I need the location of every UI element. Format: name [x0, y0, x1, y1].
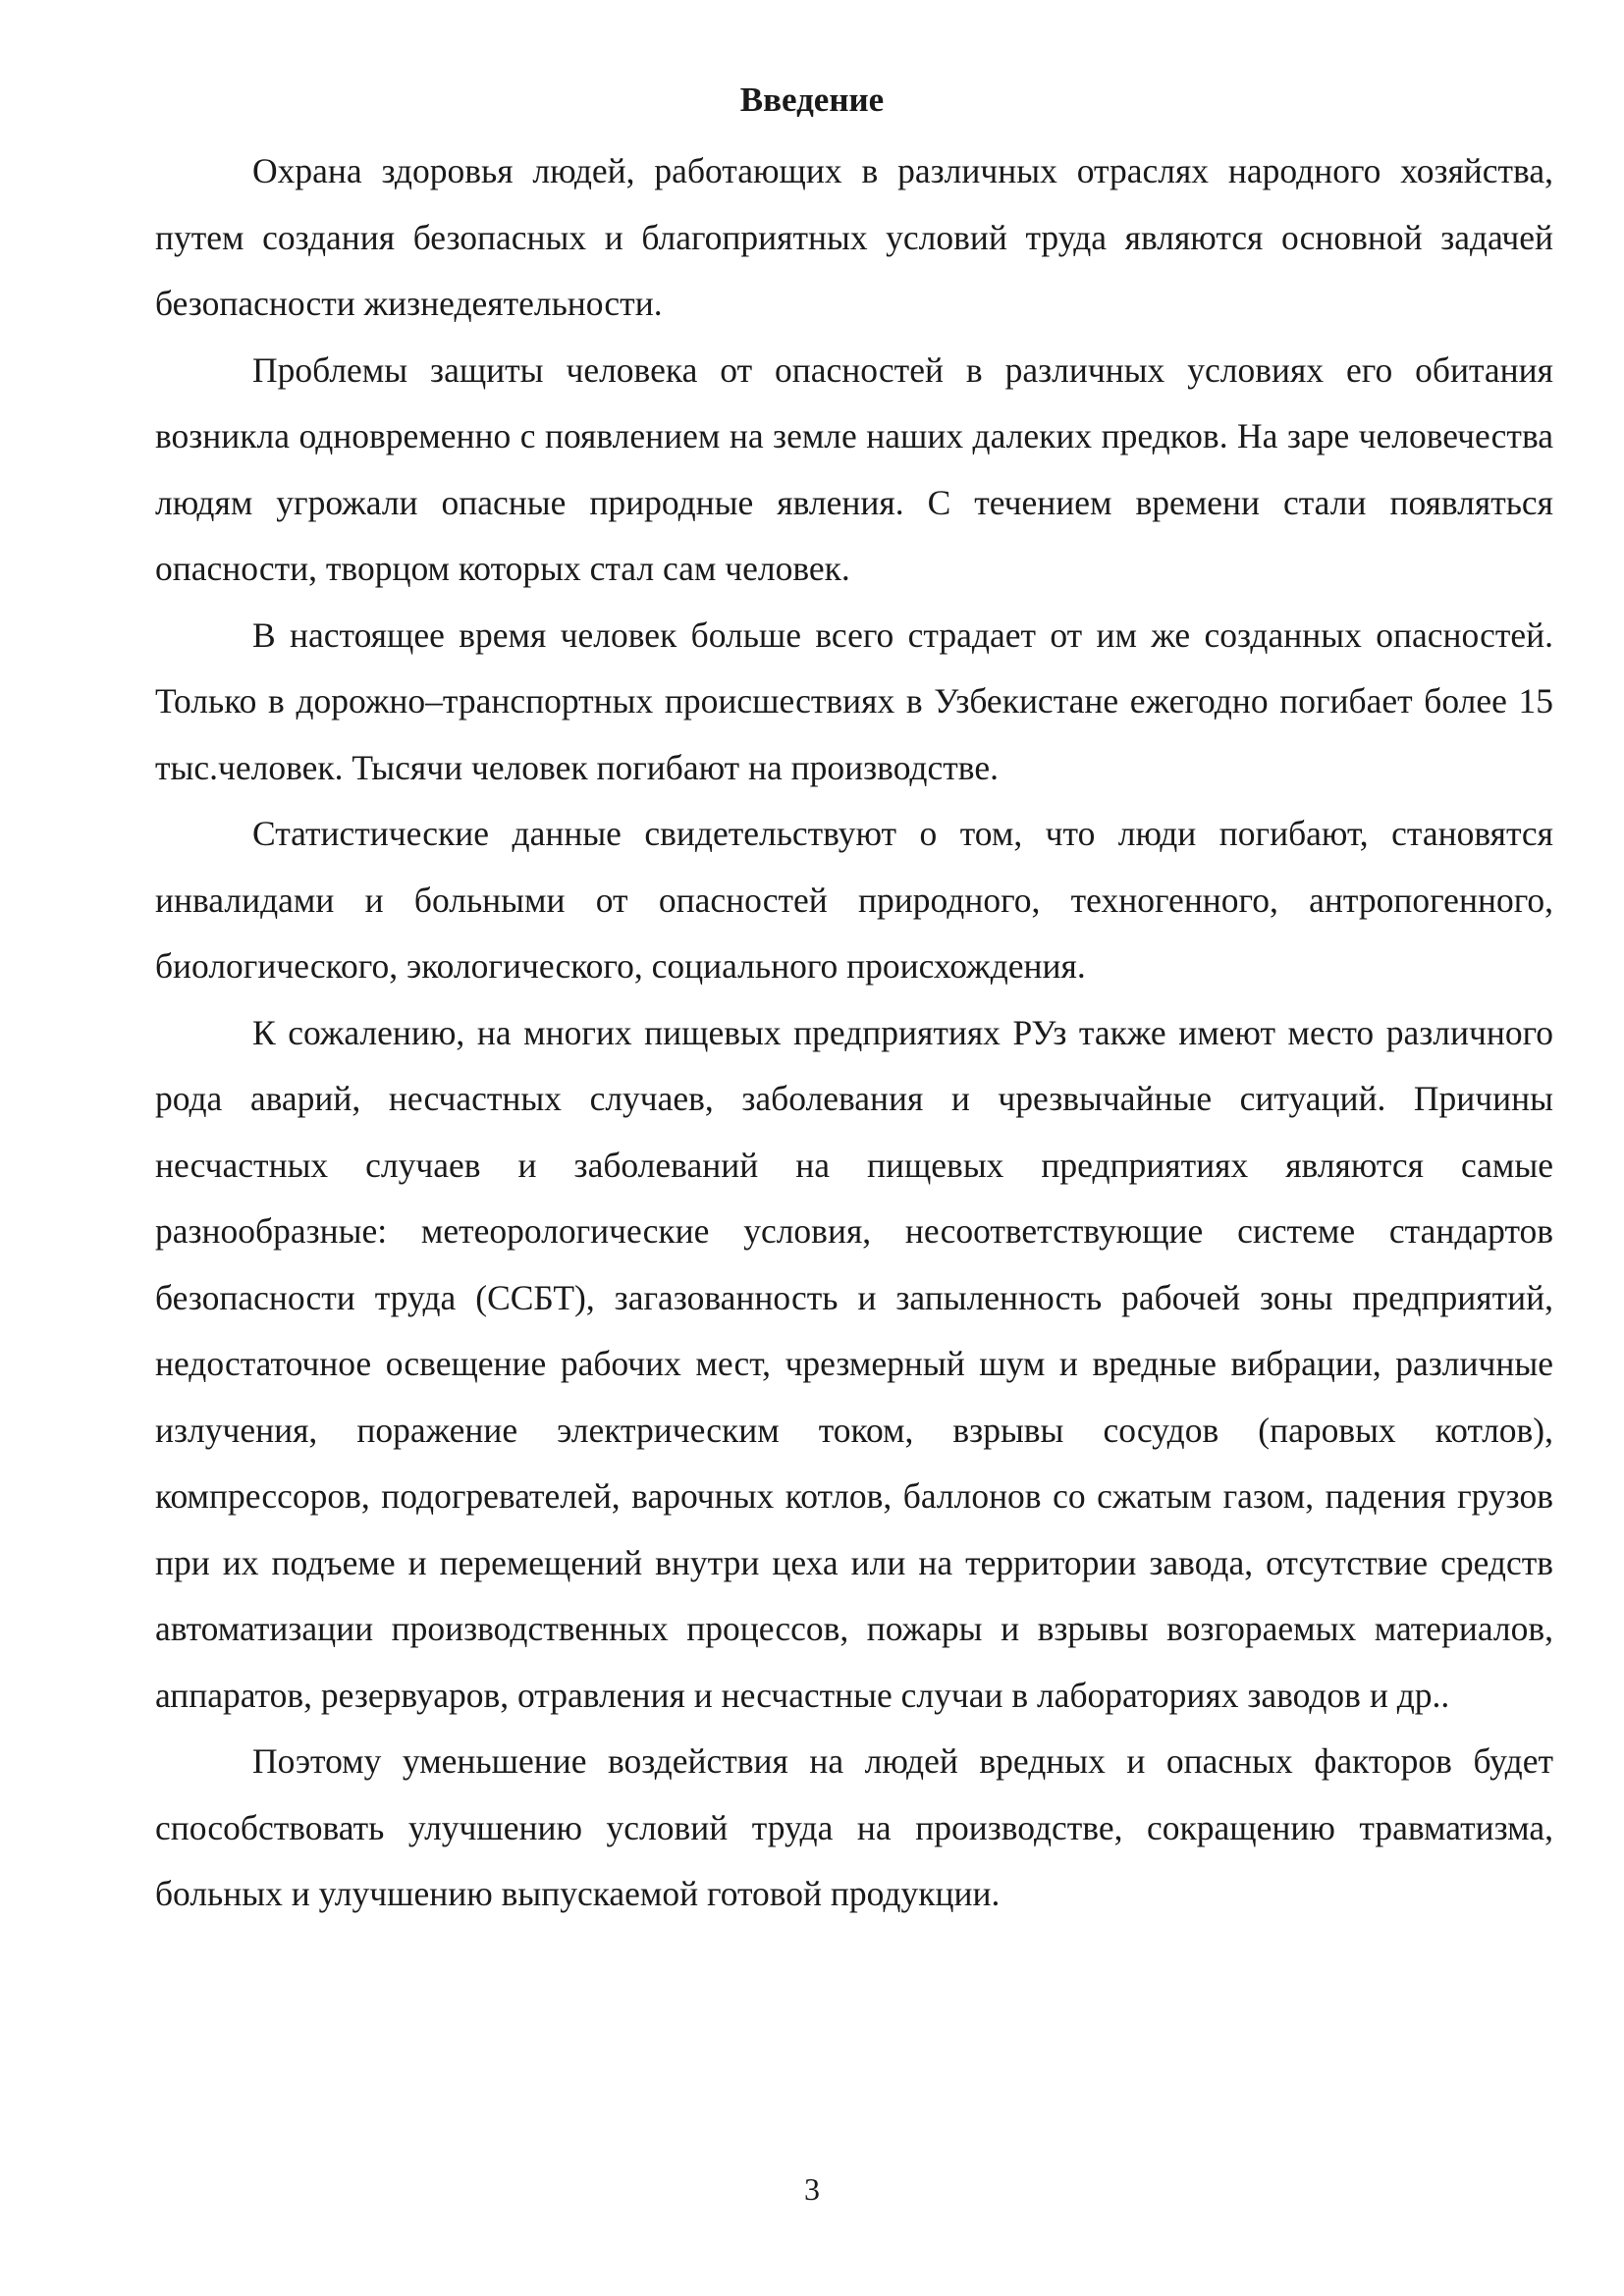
paragraph-4: Статистические данные свидетельствуют о том, что люди погибают, становятся инвалидами и больными от опасностей природного, техногенного, антропогенного, биологического, экологического, социального происхождения. — [155, 814, 1553, 986]
body-text — [155, 138, 1553, 1928]
page-number: 3 — [804, 2171, 820, 2207]
page-title: Введение — [739, 80, 885, 119]
paragraph-2: Проблемы защиты человека от опасностей в различных условиях его обитания возникла одновременно с появлением на земле наших далеких предков. На заре человечества людям угрожали опасные природные явления. С течением времени стали появляться опасности, творцом которых стал сам человек. — [155, 349, 1553, 588]
paragraph-5: К сожалению, на многих пищевых предприятиях РУз также имеют место различного рода аварий, несчастных случаев, заболевания и чрезвычайные ситуаций. Причины несчастных случаев и заболеваний на пищевых предприятиях являются самые разнообразные: метеорологические условия, несоответствующие системе стандартов безопасности труда (ССБТ), загазованность и запыленность рабочей зоны предприятий, недостаточное освещение рабочих мест, чрезмерный шум и вредные вибрации, различные излучения, поражение электрическим током, взрывы сосудов (паровых котлов), компрессоров, подогревателей, варочных котлов, баллонов со сжатым газом, падения грузов при их подъеме и перемещений внутри цеха или на территории завода, отсутствие средств автоматизации производственных процессов, пожары и взрывы возгораемых материалов, аппаратов, резервуаров, отравления и несчастные случаи в лабораториях заводов и др.. — [155, 1012, 1553, 1715]
paragraph-3: В настоящее время человек больше всего страдает от им же созданных опасностей. Только в дорожно–транспортных происшествиях в Узбекистане ежегодно погибает более 15 тыс.человек. Тысячи человек погибают на производстве. — [155, 614, 1553, 787]
paragraph-1: Охрана здоровья людей, работающих в различных отраслях народного хозяйства, путем создания безопасных и благоприятных условий труда являются основной задачей безопасности жизнедеятельности. — [155, 151, 1553, 323]
paragraph-6: Поэтому уменьшение воздействия на людей вредных и опасных факторов будет способствовать улучшению условий труда на производстве, сокращению травматизма, больных и улучшению выпускаемой готовой продукции. — [155, 1741, 1553, 1913]
